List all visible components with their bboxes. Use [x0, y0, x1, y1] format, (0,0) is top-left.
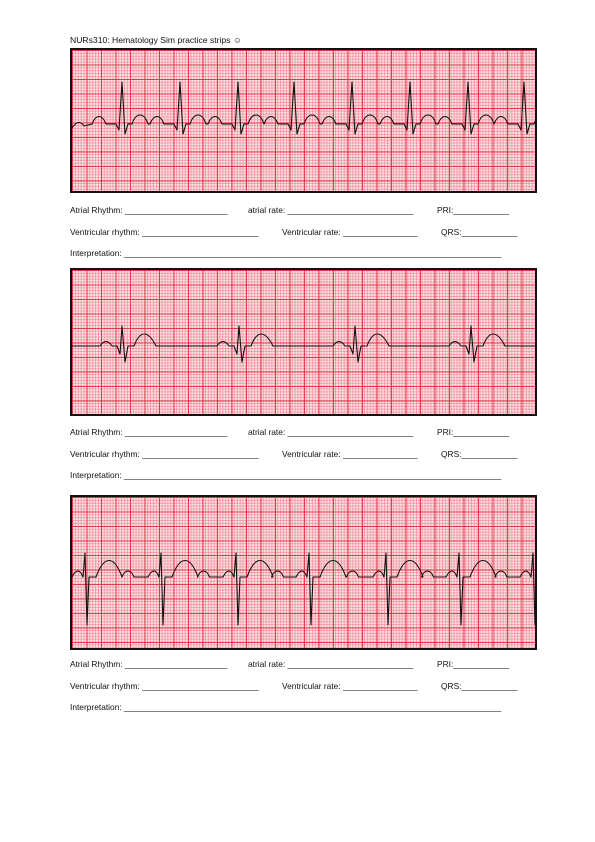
page-title: NURs310: Hematology Sim practice strips ☺	[70, 35, 242, 45]
ventricular-rhythm-field[interactable]: Ventricular rhythm: _________________________	[70, 226, 259, 237]
qrs-field[interactable]: QRS:____________	[441, 226, 518, 237]
interpretation-field[interactable]: Interpretation: _________________________________________________________________________________	[70, 248, 502, 258]
qrs-field[interactable]: QRS:____________	[441, 448, 518, 459]
qrs-field[interactable]: QRS:____________	[441, 680, 518, 691]
ecg-strip-2	[70, 268, 537, 416]
ventricular-rate-field[interactable]: Ventricular rate: ________________	[282, 448, 418, 459]
ventricular-rhythm-field[interactable]: Ventricular rhythm: _________________________	[70, 680, 259, 691]
interpretation-field[interactable]: Interpretation: _________________________________________________________________________________	[70, 702, 502, 712]
ventricular-rhythm-field[interactable]: Ventricular rhythm: _________________________	[70, 448, 259, 459]
ecg-trace-2	[72, 270, 537, 416]
pri-field[interactable]: PRI:____________	[437, 427, 510, 437]
ecg-strip-3	[70, 495, 537, 650]
worksheet-form-3	[70, 659, 530, 724]
atrial-rate-field[interactable]: atrial rate: ___________________________	[248, 205, 414, 215]
atrial-rate-field[interactable]: atrial rate: ___________________________	[248, 659, 414, 669]
worksheet-form-1	[70, 205, 530, 270]
atrial-rate-field[interactable]: atrial rate: ___________________________	[248, 427, 414, 437]
pri-field[interactable]: PRI:____________	[437, 205, 510, 215]
ventricular-rate-field[interactable]: Ventricular rate: ________________	[282, 226, 418, 237]
ventricular-rate-field[interactable]: Ventricular rate: ________________	[282, 680, 418, 691]
ecg-trace-1	[72, 50, 537, 193]
interpretation-field[interactable]: Interpretation: _________________________________________________________________________________	[70, 470, 502, 480]
pri-field[interactable]: PRI:____________	[437, 659, 510, 669]
ecg-strip-1	[70, 48, 537, 193]
worksheet-form-2	[70, 427, 530, 492]
ecg-trace-3	[72, 497, 537, 650]
atrial-rhythm-field[interactable]: Atrial Rhythm: ______________________	[70, 205, 228, 215]
ecg-waveform-3	[72, 553, 537, 625]
ecg-waveform-2	[72, 326, 537, 362]
atrial-rhythm-field[interactable]: Atrial Rhythm: ______________________	[70, 659, 228, 669]
ecg-waveform-1	[72, 82, 537, 134]
atrial-rhythm-field[interactable]: Atrial Rhythm: ______________________	[70, 427, 228, 437]
